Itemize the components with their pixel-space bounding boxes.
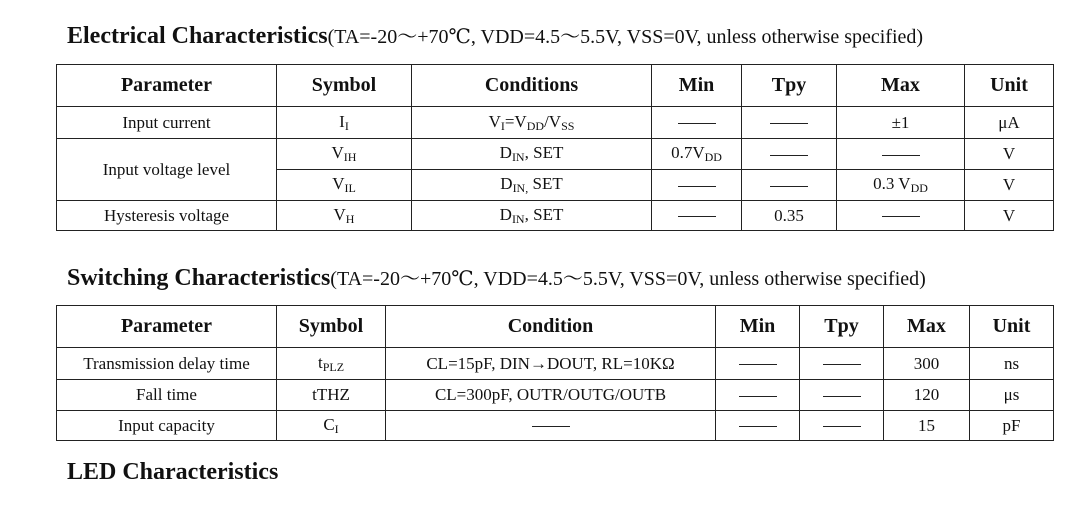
header-symbol: Symbol bbox=[277, 65, 412, 107]
cell-min bbox=[716, 348, 800, 380]
cell-min bbox=[652, 170, 742, 201]
table-row bbox=[57, 348, 1054, 380]
table-row bbox=[57, 139, 1054, 170]
cell-typ bbox=[800, 348, 884, 380]
cell-typ bbox=[742, 170, 837, 201]
dash-mark bbox=[678, 216, 716, 217]
heading-title: Electrical Characteristics bbox=[67, 23, 328, 49]
dash-mark bbox=[739, 426, 777, 427]
dash-mark bbox=[823, 426, 861, 427]
cell-unit: ns bbox=[970, 348, 1054, 380]
header-max: Max bbox=[884, 306, 970, 348]
cell-min bbox=[652, 201, 742, 231]
dash-mark bbox=[678, 123, 716, 124]
cell-parameter: Input capacity bbox=[57, 411, 277, 441]
header-conditions: Conditions bbox=[412, 65, 652, 107]
cell-typ: 0.35 bbox=[742, 201, 837, 231]
cell-condition: CL=300pF, OUTR/OUTG/OUTB bbox=[386, 380, 716, 411]
header-unit: Unit bbox=[970, 306, 1054, 348]
dash-mark bbox=[823, 364, 861, 365]
cell-symbol: $t_{PLZ}$ bbox=[277, 348, 386, 380]
dash-mark bbox=[882, 216, 920, 217]
electrical-characteristics-heading bbox=[67, 20, 923, 50]
cell-parameter: Input current bbox=[57, 107, 277, 139]
dash-mark bbox=[770, 123, 808, 124]
cell-min bbox=[716, 411, 800, 441]
cell-conditions: $D_{IN,}$ SET bbox=[412, 170, 652, 201]
cell-max bbox=[837, 139, 965, 170]
cell-min bbox=[716, 380, 800, 411]
header-min: Min bbox=[716, 306, 800, 348]
cell-max: 15 bbox=[884, 411, 970, 441]
header-typ: Tpy bbox=[800, 306, 884, 348]
cell-symbol: $I_I$ bbox=[277, 107, 412, 139]
table-header-row bbox=[57, 306, 1054, 348]
cell-max: 120 bbox=[884, 380, 970, 411]
cell-parameter: Fall time bbox=[57, 380, 277, 411]
header-typ: Tpy bbox=[742, 65, 837, 107]
cell-typ bbox=[742, 139, 837, 170]
dash-mark bbox=[678, 186, 716, 187]
cell-conditions: $D_{IN}$, SET bbox=[412, 139, 652, 170]
table-row bbox=[57, 107, 1054, 139]
cell-max: 300 bbox=[884, 348, 970, 380]
table-header-row bbox=[57, 65, 1054, 107]
header-parameter: Parameter bbox=[57, 65, 277, 107]
switching-characteristics-heading bbox=[67, 262, 926, 292]
header-min: Min bbox=[652, 65, 742, 107]
cell-conditions: $V_I=V_{DD}/V_{SS}$ bbox=[412, 107, 652, 139]
cell-conditions: $D_{IN}$, SET bbox=[412, 201, 652, 231]
dash-mark bbox=[823, 396, 861, 397]
cell-parameter: Hysteresis voltage bbox=[57, 201, 277, 231]
header-max: Max bbox=[837, 65, 965, 107]
cell-parameter: Input voltage level bbox=[57, 139, 277, 201]
cell-symbol: $V_{IL}$ bbox=[277, 170, 412, 201]
header-unit: Unit bbox=[965, 65, 1054, 107]
cell-unit: V bbox=[965, 201, 1054, 231]
cell-condition bbox=[386, 411, 716, 441]
heading-conditions: (TA=-20～+70℃, VDD=4.5～5.5V, VSS=0V, unless otherwise specified) bbox=[327, 26, 924, 48]
dash-mark bbox=[739, 364, 777, 365]
cell-unit: V bbox=[965, 139, 1054, 170]
dash-mark bbox=[739, 396, 777, 397]
dash-mark bbox=[882, 155, 920, 156]
cell-parameter: Transmission delay time bbox=[57, 348, 277, 380]
header-parameter: Parameter bbox=[57, 306, 277, 348]
switching-characteristics-table bbox=[56, 305, 1054, 441]
cell-min bbox=[652, 107, 742, 139]
cell-max bbox=[837, 201, 965, 231]
cell-typ bbox=[800, 380, 884, 411]
cell-min: $0.7V_{DD}$ bbox=[652, 139, 742, 170]
cell-typ bbox=[742, 107, 837, 139]
cell-max: 0.3 $V_{DD}$ bbox=[837, 170, 965, 201]
header-condition: Condition bbox=[386, 306, 716, 348]
led-characteristics-heading bbox=[67, 459, 278, 486]
cell-symbol: $V_{IH}$ bbox=[277, 139, 412, 170]
table-row bbox=[57, 380, 1054, 411]
heading-title: Switching Characteristics bbox=[67, 265, 331, 291]
cell-unit: μA bbox=[965, 107, 1054, 139]
cell-symbol: $C_I$ bbox=[277, 411, 386, 441]
cell-typ bbox=[800, 411, 884, 441]
header-symbol: Symbol bbox=[277, 306, 386, 348]
cell-unit: V bbox=[965, 170, 1054, 201]
table-row bbox=[57, 201, 1054, 231]
electrical-characteristics-table bbox=[56, 64, 1054, 231]
heading-conditions: (TA=-20～+70℃, VDD=4.5～5.5V, VSS=0V, unless otherwise specified) bbox=[330, 268, 926, 290]
cell-unit: μs bbox=[970, 380, 1054, 411]
dash-mark bbox=[770, 155, 808, 156]
dash-mark bbox=[532, 426, 570, 427]
table-row bbox=[57, 411, 1054, 441]
cell-max: ±1 bbox=[837, 107, 965, 139]
cell-unit: pF bbox=[970, 411, 1054, 441]
cell-symbol: $V_H$ bbox=[277, 201, 412, 231]
cell-symbol: tTHZ bbox=[277, 380, 386, 411]
cell-condition: CL=15pF, DIN→DOUT, RL=10KΩ bbox=[386, 348, 716, 380]
dash-mark bbox=[770, 186, 808, 187]
heading-title: LED Characteristics bbox=[67, 459, 279, 485]
